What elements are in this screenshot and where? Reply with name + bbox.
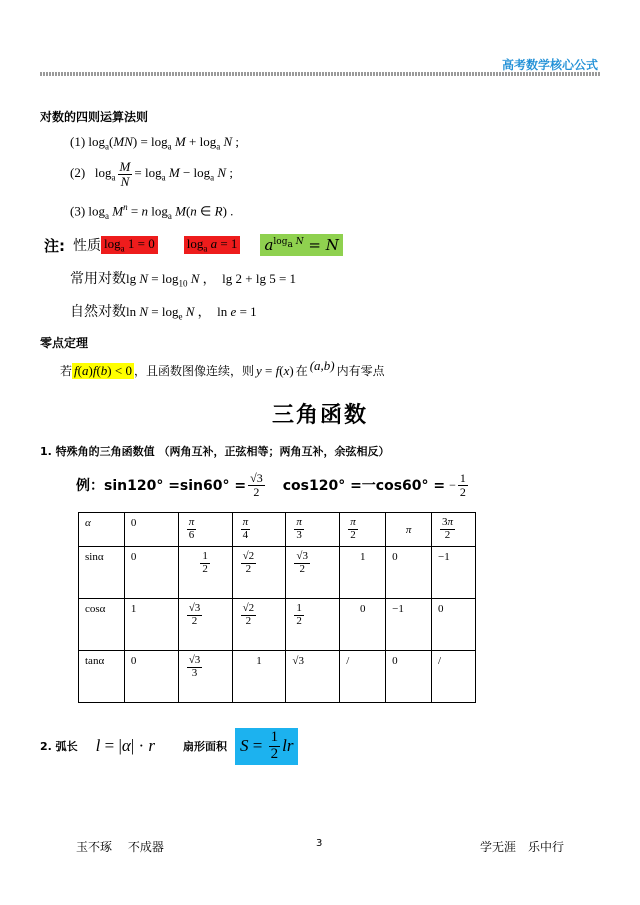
sector-area-formula: S = $\frac{1}{2}$ lr: [235, 728, 298, 765]
log-rule-2-label: (2): [70, 165, 86, 181]
table-cell: 0: [124, 651, 178, 703]
note-property-label: 性质: [73, 238, 101, 254]
trig-example: 例：sin120° =sin60° = $\frac{√3}{2}$ cos120° =一cos60° = − $\frac{1}{2}$: [76, 471, 466, 499]
zero-point-interval: (a,b): [309, 357, 335, 373]
log-rule-1-label: (1): [70, 134, 86, 149]
arc-length-formula: l = |α| · r: [95, 736, 156, 756]
log-rule-3-label: (3): [70, 203, 86, 219]
common-log-label: 常用对数: [70, 271, 126, 288]
log-rule-1: (1) $\log_a(MN) = \log_a M + \log_a N$ ;: [70, 134, 240, 152]
table-cell: /: [432, 651, 476, 703]
trig-example-cos: cos120° =一cos60° =: [282, 478, 446, 495]
table-cell: $\frac{√3}{2}$: [178, 599, 232, 651]
table-row: [79, 513, 476, 547]
table-cell: $\frac{\pi}{2}$: [340, 513, 386, 547]
header-title: 高考数学核心公式: [501, 58, 598, 72]
table-cell: $\frac{3\pi}{2}$: [432, 513, 476, 547]
table-cell: 0: [340, 599, 386, 651]
table-cell: 0: [124, 547, 178, 599]
table-cell: 1: [232, 651, 286, 703]
zero-point-middle: ，且函数图像连续，则: [133, 364, 254, 378]
zero-point-heading: 零点定理: [40, 336, 89, 350]
table-row: [79, 547, 476, 599]
table-cell: $\frac{1}{2}$: [178, 547, 232, 599]
arc-length-label: 2. 弧长: [40, 740, 78, 754]
common-log-row: 常用对数 $\lg N = \log_{10} N$ ， lg 2 + lg 5 = 1: [70, 268, 296, 289]
table-cell: π: [386, 513, 432, 547]
row-label-tan: tanα: [79, 651, 125, 703]
log-rules-heading: 对数的四则运算法则: [40, 110, 149, 124]
footer-right: 学无涯 乐中行: [479, 840, 564, 854]
log-rule-3: (3) $\log_a M^n = n$ $\log_a M(n$ ∈ R) .: [70, 202, 234, 221]
log-one-zero-box: $\log_a 1 = 0$: [101, 236, 158, 254]
footer-left: 玉不琢 不成器: [76, 840, 164, 854]
table-row: [79, 651, 476, 703]
table-cell: 1: [124, 599, 178, 651]
table-cell: 0: [386, 651, 432, 703]
note-label: 注:: [44, 236, 65, 255]
row-label-alpha: α: [79, 513, 125, 547]
trig-sub1: 1. 特殊角的三角函数值 （两角互补，正弦相等；两角互补，余弦相反）: [40, 445, 390, 458]
trig-example-label: 例：sin120° =sin60° =: [76, 478, 247, 495]
zero-point-suffix: 内有零点: [336, 364, 385, 378]
page-number: 3: [316, 838, 323, 849]
arc-sector-row: [40, 728, 298, 765]
table-cell: 0: [386, 547, 432, 599]
table-row: [79, 599, 476, 651]
trig-table: [78, 512, 476, 703]
table-cell: $\frac{√2}{2}$: [232, 599, 286, 651]
table-cell: $\frac{√3}{2}$: [286, 547, 340, 599]
table-cell: $\frac{√2}{2}$: [232, 547, 286, 599]
row-label-sin: sinα: [79, 547, 125, 599]
table-cell: 1: [340, 547, 386, 599]
table-cell: 0: [432, 599, 476, 651]
table-cell: $\frac{√3}{3}$: [178, 651, 232, 703]
table-cell: $\frac{\pi}{3}$: [286, 513, 340, 547]
log-rule-2: (2) $\log_a$ $\frac{M}{N}$ = $\log_a M - \log_a N$ ;: [70, 159, 233, 189]
table-cell: $\frac{\pi}{6}$: [178, 513, 232, 547]
trig-title: 三角函数: [271, 403, 368, 428]
table-cell: −1: [432, 547, 476, 599]
zero-point-in: 在: [295, 364, 308, 378]
table-cell: √3: [286, 651, 340, 703]
log-a-a-box: $\log_a a = 1$: [184, 236, 241, 254]
sector-area-label: 扇形面积: [183, 740, 228, 754]
zero-point-statement: 若 f(a)f(b) < 0 ，且函数图像连续，则 y = f(x) 在 (a,b) 内有零点: [60, 357, 385, 378]
note-property-row: [44, 234, 343, 256]
zero-point-condition: f(a)f(b) < 0: [74, 362, 132, 378]
table-cell: 0: [124, 513, 178, 547]
natural-log-label: 自然对数: [70, 304, 126, 321]
table-cell: −1: [386, 599, 432, 651]
table-cell: $\frac{\pi}{4}$: [232, 513, 286, 547]
natural-log-row: 自然对数 $\ln N = \log_e N$ ， ln e = 1: [70, 301, 257, 322]
table-cell: $\frac{1}{2}$: [286, 599, 340, 651]
header-rule: [40, 72, 600, 76]
table-cell: /: [340, 651, 386, 703]
row-label-cos: cosα: [79, 599, 125, 651]
log-identity-box: $a^{log_a N} = N$: [260, 234, 342, 256]
zero-point-prefix: 若: [60, 364, 73, 378]
